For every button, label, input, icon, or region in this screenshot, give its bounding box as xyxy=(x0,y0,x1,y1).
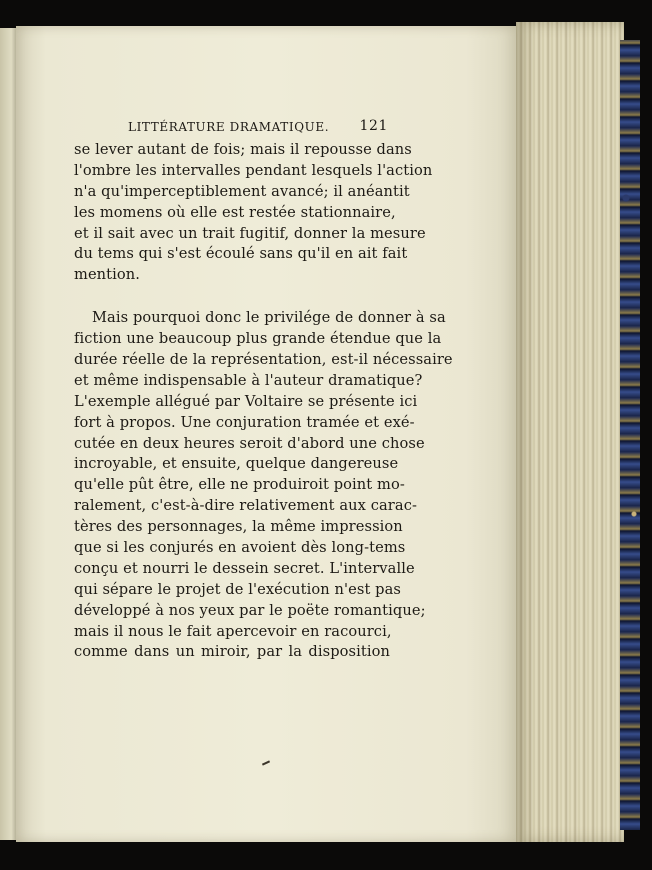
text-line: comme dans un miroir, par la disposition xyxy=(74,643,390,661)
text-line: n'a qu'imperceptiblement avancé; il anéantit xyxy=(74,182,410,200)
text-line: fort à propos. Une conjuration tramée et exé- xyxy=(74,413,415,431)
text-line: durée réelle de la représentation, est-il nécessaire xyxy=(74,351,453,369)
text-line: qu'elle pût être, elle ne produiroit point mo- xyxy=(74,476,405,494)
paragraph-1 xyxy=(74,140,433,286)
facing-page-edge xyxy=(0,28,16,840)
text-line: mention. xyxy=(74,266,141,284)
page-block-edges xyxy=(516,22,624,842)
paragraph-2 xyxy=(74,308,453,663)
marbled-cover xyxy=(620,40,640,830)
text-line: L'exemple allégué par Voltaire se présente ici xyxy=(74,392,418,410)
text-line: l'ombre les intervalles pendant lesquels l'action xyxy=(74,161,433,179)
text-line: Mais pourquoi donc le privilége de donner à sa xyxy=(92,309,446,327)
text-line: se lever autant de fois; mais il repousse dans xyxy=(74,141,412,158)
text-line: tères des personnages, la même impression xyxy=(74,518,403,536)
text-line: et il sait avec un trait fugitif, donner la mesure xyxy=(74,224,426,242)
text-line: conçu et nourri le dessein secret. L'intervalle xyxy=(74,559,415,577)
text-line: incroyable, et ensuite, quelque dangereuse xyxy=(74,455,399,473)
text-line: ralement, c'est-à-dire relativement aux carac- xyxy=(74,497,417,515)
text-line: mais il nous le fait apercevoir en racourci, xyxy=(74,622,392,640)
text-line: et même indispensable à l'auteur dramatique? xyxy=(74,371,423,389)
running-head xyxy=(74,118,390,140)
text-line: les momens où elle est restée stationnaire, xyxy=(74,203,396,221)
page-number: 121 xyxy=(359,118,388,134)
text-line: cutée en deux heures seroit d'abord une chose xyxy=(74,434,425,452)
text-line: fiction une beaucoup plus grande étendue que la xyxy=(74,330,442,348)
text-line: qui sépare le projet de l'exécution n'est pas xyxy=(74,580,401,598)
running-head-title: LITTÉRATURE DRAMATIQUE. xyxy=(128,120,330,134)
page-text-block xyxy=(74,118,453,663)
text-line: développé à nos yeux par le poëte romantique; xyxy=(74,601,426,619)
text-line: que si les conjurés en avoient dès long-tems xyxy=(74,539,406,557)
text-line: du tems qui s'est écoulé sans qu'il en ait fait xyxy=(74,245,408,263)
